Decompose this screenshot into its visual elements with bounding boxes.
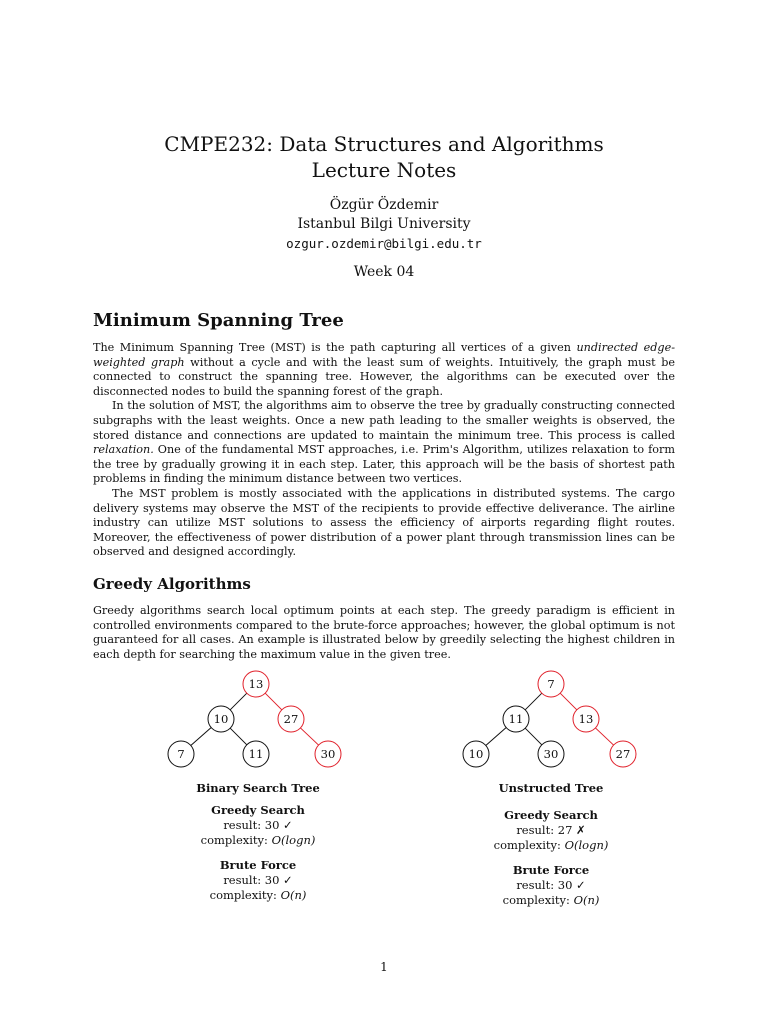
- unstructured-greedy-title: Greedy Search: [504, 808, 598, 822]
- unstructured-edge: [595, 728, 613, 745]
- bst-edge: [265, 693, 282, 710]
- bst-brute-complexity-line: [158, 888, 358, 903]
- document-title: [0, 131, 768, 183]
- week-label: Week 04: [353, 264, 415, 280]
- mst-p3-text: The MST problem is mostly associated with the applications in distributed systems. The cargo delivery systems may observe the MST of the recipients to provide effective deliverance. The airline industry can utilize MST solutions to assess the efficiency of airports regarding flight routes. Moreover, the effectiveness of power distribution of a power plant through transmission lines can be observed and designed accordingly.: [93, 486, 675, 559]
- bst-node-label: 11: [248, 747, 264, 761]
- bst-brute-result: result: 30 ✓: [223, 873, 293, 887]
- unstructured-edge: [525, 728, 542, 745]
- unstructured-greedy-complexity-label: complexity:: [493, 838, 565, 852]
- unstructured-brute-complexity: O(n): [573, 893, 600, 907]
- bst-node-label: 27: [283, 712, 299, 726]
- mst-p1-text-b: without a cycle and with the least sum of weights. Intuitively, the graph must be connected to construct the spanning tree. However, the algorithms can be executed over the disconnected nodes to build the spanning forest of the graph.: [93, 355, 675, 398]
- bst-node-label: 30: [320, 747, 336, 761]
- bst-greedy-complexity: O(logn): [271, 833, 316, 847]
- bst-edge: [191, 728, 211, 746]
- bst-caption-block: [158, 781, 358, 903]
- title-line-1: CMPE232: Data Structures and Algorithms: [164, 132, 604, 156]
- bst-edge: [230, 728, 247, 745]
- bst-edge: [230, 693, 247, 710]
- author-name: Özgür Özdemir: [329, 197, 439, 213]
- mst-p1-emphasis: undirected edge-weighted graph: [93, 341, 675, 369]
- title-line-2: Lecture Notes: [311, 158, 457, 182]
- tree-diagrams: [0, 670, 768, 780]
- unstructured-greedy-complexity: O(logn): [564, 838, 609, 852]
- unstructured-brute-title: Brute Force: [512, 863, 590, 877]
- mst-p2-text-b: One of the fundamental MST approaches, i.e. Prim's Algorithm, utilizes relaxation to form the tree by gradually growing it in each step. Later, this approach will be the basis of shortest path problems in finding the minimum distance between two vertices.: [93, 443, 675, 486]
- bst-caption: Binary Search Tree: [196, 781, 320, 795]
- author-block: [0, 196, 768, 282]
- unstructured-node-label: 11: [508, 712, 524, 726]
- unstructured-greedy-result: result: 27 ✗: [516, 823, 586, 837]
- unstructured-caption: Unstructed Tree: [498, 781, 604, 795]
- unstructured-brute-result: result: 30 ✓: [516, 878, 586, 892]
- bst-edge: [300, 728, 318, 745]
- section-heading-greedy: Greedy Algorithms: [93, 575, 251, 593]
- mst-paragraph-2: [93, 399, 675, 487]
- bst-node-label: 13: [248, 677, 264, 691]
- unstructured-greedy-complexity-line: [451, 838, 651, 853]
- mst-p1-text-a: The Minimum Spanning Tree (MST) is the path capturing all vertices of a given: [93, 341, 577, 354]
- unstructured-brute-complexity-label: complexity:: [502, 893, 574, 907]
- unstructured-edge: [486, 728, 506, 746]
- unstructured-edge: [560, 693, 577, 710]
- bst-greedy-result: result: 30 ✓: [223, 818, 293, 832]
- unstructured-node-label: 10: [468, 747, 484, 761]
- bst-greedy-title: Greedy Search: [211, 803, 305, 817]
- bst-greedy-complexity-label: complexity:: [200, 833, 272, 847]
- mst-paragraph-3: [93, 487, 675, 560]
- unstructured-node-label: 13: [578, 712, 594, 726]
- unstructured-node-label: 7: [547, 677, 555, 691]
- bst-greedy-complexity-line: [158, 833, 358, 848]
- mst-paragraph-1: [93, 341, 675, 399]
- section-heading-mst: Minimum Spanning Tree: [93, 310, 344, 331]
- mst-p2-emphasis: relaxation.: [93, 443, 154, 457]
- bst-brute-title: Brute Force: [219, 858, 297, 872]
- unstructured-caption-block: [451, 781, 651, 908]
- mst-body: [93, 341, 675, 560]
- greedy-paragraph: Greedy algorithms search local optimum points at each step. The greedy paradigm is efficient in controlled environments compared to the brute-force approaches; however, the global optimum is not guaranteed for all cases. An example is illustrated below by greedily selecting the highest children in each depth for searching the maximum value in the given tree.: [93, 604, 675, 661]
- unstructured-node-label: 27: [615, 747, 631, 761]
- author-affiliation: Istanbul Bilgi University: [297, 216, 471, 232]
- page-number: 1: [380, 960, 388, 974]
- unstructured-brute-complexity-line: [451, 893, 651, 908]
- bst-brute-complexity: O(n): [280, 888, 307, 902]
- unstructured-node-label: 30: [543, 747, 559, 761]
- bst-node-label: 10: [213, 712, 229, 726]
- bst-brute-complexity-label: complexity:: [209, 888, 281, 902]
- unstructured-edge: [525, 693, 542, 710]
- bst-node-label: 7: [177, 747, 185, 761]
- mst-p2-text-a: In the solution of MST, the algorithms aim to observe the tree by gradually constructing connected subgraphs with the least weights. Once a new path leading to the smaller weights is observed, the stored distance and connections are updated to maintain the minimum tree. This process is called: [93, 399, 675, 442]
- author-email: ozgur.ozdemir@bilgi.edu.tr: [286, 236, 482, 251]
